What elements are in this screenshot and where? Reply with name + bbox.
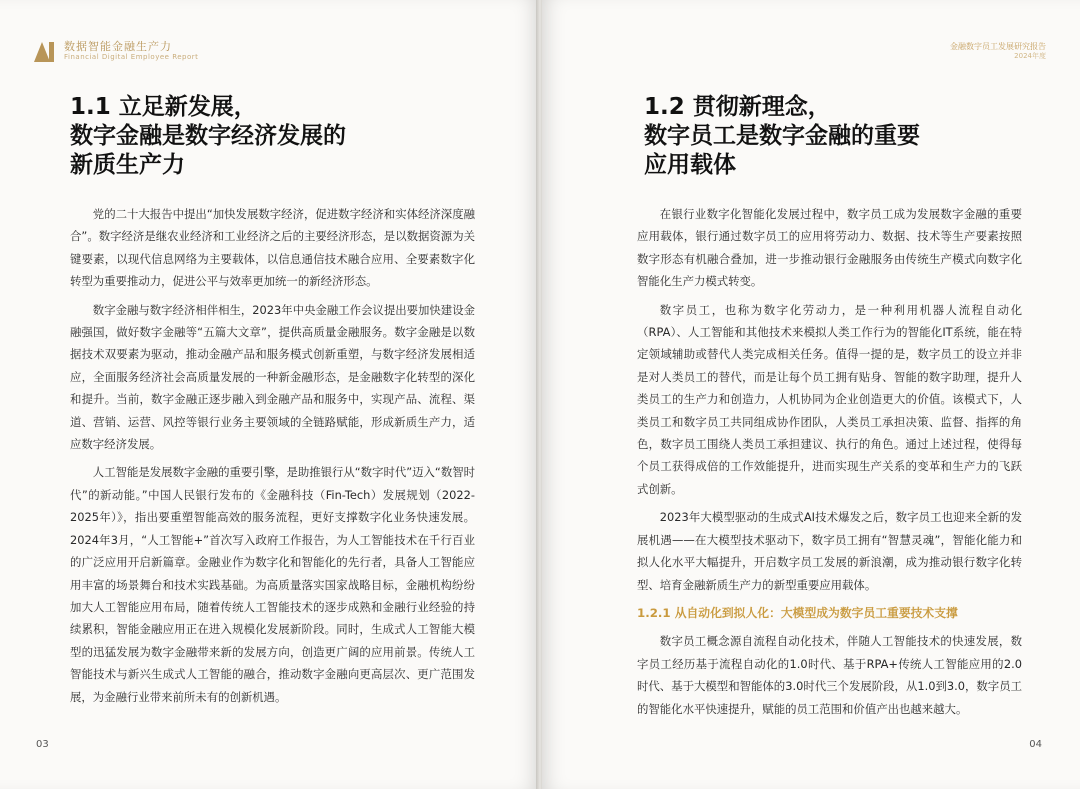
section-title-1-2 (644, 93, 1044, 180)
paragraph: 2023年大模型驱动的生成式AI技术爆发之后，数字员工也迎来全新的发展机遇——在大模型技术驱动下，数字员工拥有“智慧灵魂”，智能化能力和拟人化水平大幅提升，开启数字员工发展的新浪潮，成为推动银行数字化转型、培育金融新质生产力的新型重要应用载体。 (637, 510, 1022, 592)
paragraph: 数字金融与数字经济相伴相生，2023年中央金融工作会议提出要加快建设金融强国，做好数字金融等“五篇大文章”，提供高质量金融服务。数字金融是以数据技术双要素为驱动，推动金融产品和服务模式创新重塑，与数字经济发展相适应，全面服务经济社会高质量发展的一种新金融形态，是金融数字化转型的深化和提升。当前，数字金融正逐步融入到金融产品和服务中，实现产品、流程、渠道、营销、运营、风控等银行业务主要领域的全链路赋能，形成新质生产力，适应数字经济发展。 (70, 302, 475, 452)
title-line: 新质生产力 (70, 152, 185, 178)
title-line: 应用载体 (644, 152, 736, 178)
logo-mark-icon (34, 42, 56, 62)
title-line: 数字金融是数字经济发展的 (70, 123, 346, 149)
header-title: 金融数字员工发展研究报告 (950, 42, 1046, 51)
left-page (0, 0, 538, 789)
report-logo (34, 41, 198, 62)
running-header (950, 42, 1046, 61)
logo-title: 数据智能金融生产力 (64, 40, 172, 53)
left-body-text (70, 203, 475, 714)
paragraph: 人工智能是发展数字金融的重要引擎，是助推银行从“数字时代”迈入“数智时代”的新动能。”中国人民银行发布的《金融科技（Fin-Tech）发展规划（2022-2025年）》，指出要重塑智能高效的服务流程，更好支撑数字化业务快速发展。2024年3月，“人工智能+”首次写入政府工作报告，为人工智能技术在千行百业的广泛应用开启新篇章。金融业作为数字化和智能化的先行者，具备人工智能应用丰富的场景舞台和技术实践基础。为高质量落实国家战略目标，金融机构纷纷加大人工智能应用布局，随着传统人工智能技术的逐步成熟和金融行业经验的持续累积，智能金融应用正在进入规模化发展新阶段。同时，生成式人工智能大模型的迅猛发展为数字金融带来新的发展方向，创造更广阔的应用前景。传统人工智能技术与新兴生成式人工智能的融合，推动数字金融向更高层次、更广范围发展，为金融行业带来前所未有的创新机遇。 (70, 465, 476, 704)
paragraph: 数字员工，也称为数字化劳动力，是一种利用机器人流程自动化（RPA）、人工智能和其他技术来模拟人类工作行为的智能化IT系统，能在特定领域辅助或替代人类完成相关任务。值得一提的是，数字员工的设立并非是对人类员工的替代，而是让每个员工拥有贴身、智能的数字助理，提升人类员工的生产力和创造力，人机协同为企业创造更大的价值。该模式下，人类员工和数字员工共同组成协作团队，人类员工承担决策、监督、指挥的角色，数字员工围绕人类员工承担建议、执行的角色。通过上述过程，使得每个员工获得成倍的工作效能提升，进而实现生产关系的变革和生产力的飞跃式创新。 (637, 302, 1022, 496)
header-subtitle: 2024年度 (1014, 52, 1046, 60)
paragraph: 在银行业数字化智能化发展过程中，数字员工成为发展数字金融的重要应用载体，银行通过数字员工的应用将劳动力、数据、技术等生产要素按照数字形态有机融合叠加，进一步推动银行金融服务由传统生产模式向数字化智能化生产力模式转变。 (637, 207, 1022, 289)
logo-subtitle: Financial Digital Employee Report (64, 53, 199, 61)
right-body-text (637, 203, 1022, 726)
paragraph: 数字员工概念源自流程自动化技术，伴随人工智能技术的快速发展，数字员工经历基于流程自动化的1.0时代、基于RPA+传统人工智能应用的2.0时代、基于大模型和智能体的3.0时代三个发展阶段，从1.0到3.0，数字员工的智能化水平快速提升，赋能的员工范围和价值产出也越来越大。 (637, 634, 1022, 716)
section-title-1-1 (70, 93, 490, 180)
subsection-heading-1-2-1: 1.2.1 从自动化到拟人化：大模型成为数字员工重要技术支撑 (637, 605, 958, 620)
title-line: 1.2 贯彻新理念， (644, 94, 831, 120)
right-page (542, 0, 1080, 789)
paragraph: 党的二十大报告中提出“加快发展数字经济，促进数字经济和实体经济深度融合”。数字经济是继农业经济和工业经济之后的主要经济形态，是以数据资源为关键要素，以现代信息网络为主要载体，以信息通信技术融合应用、全要素数字化转型为重要推动力，促进公平与效率更加统一的新经济形态。 (70, 207, 475, 289)
page-number: 04 (1029, 739, 1042, 750)
title-line: 数字员工是数字金融的重要 (644, 123, 920, 149)
title-line: 1.1 立足新发展， (70, 94, 257, 120)
page-number: 03 (36, 739, 49, 750)
